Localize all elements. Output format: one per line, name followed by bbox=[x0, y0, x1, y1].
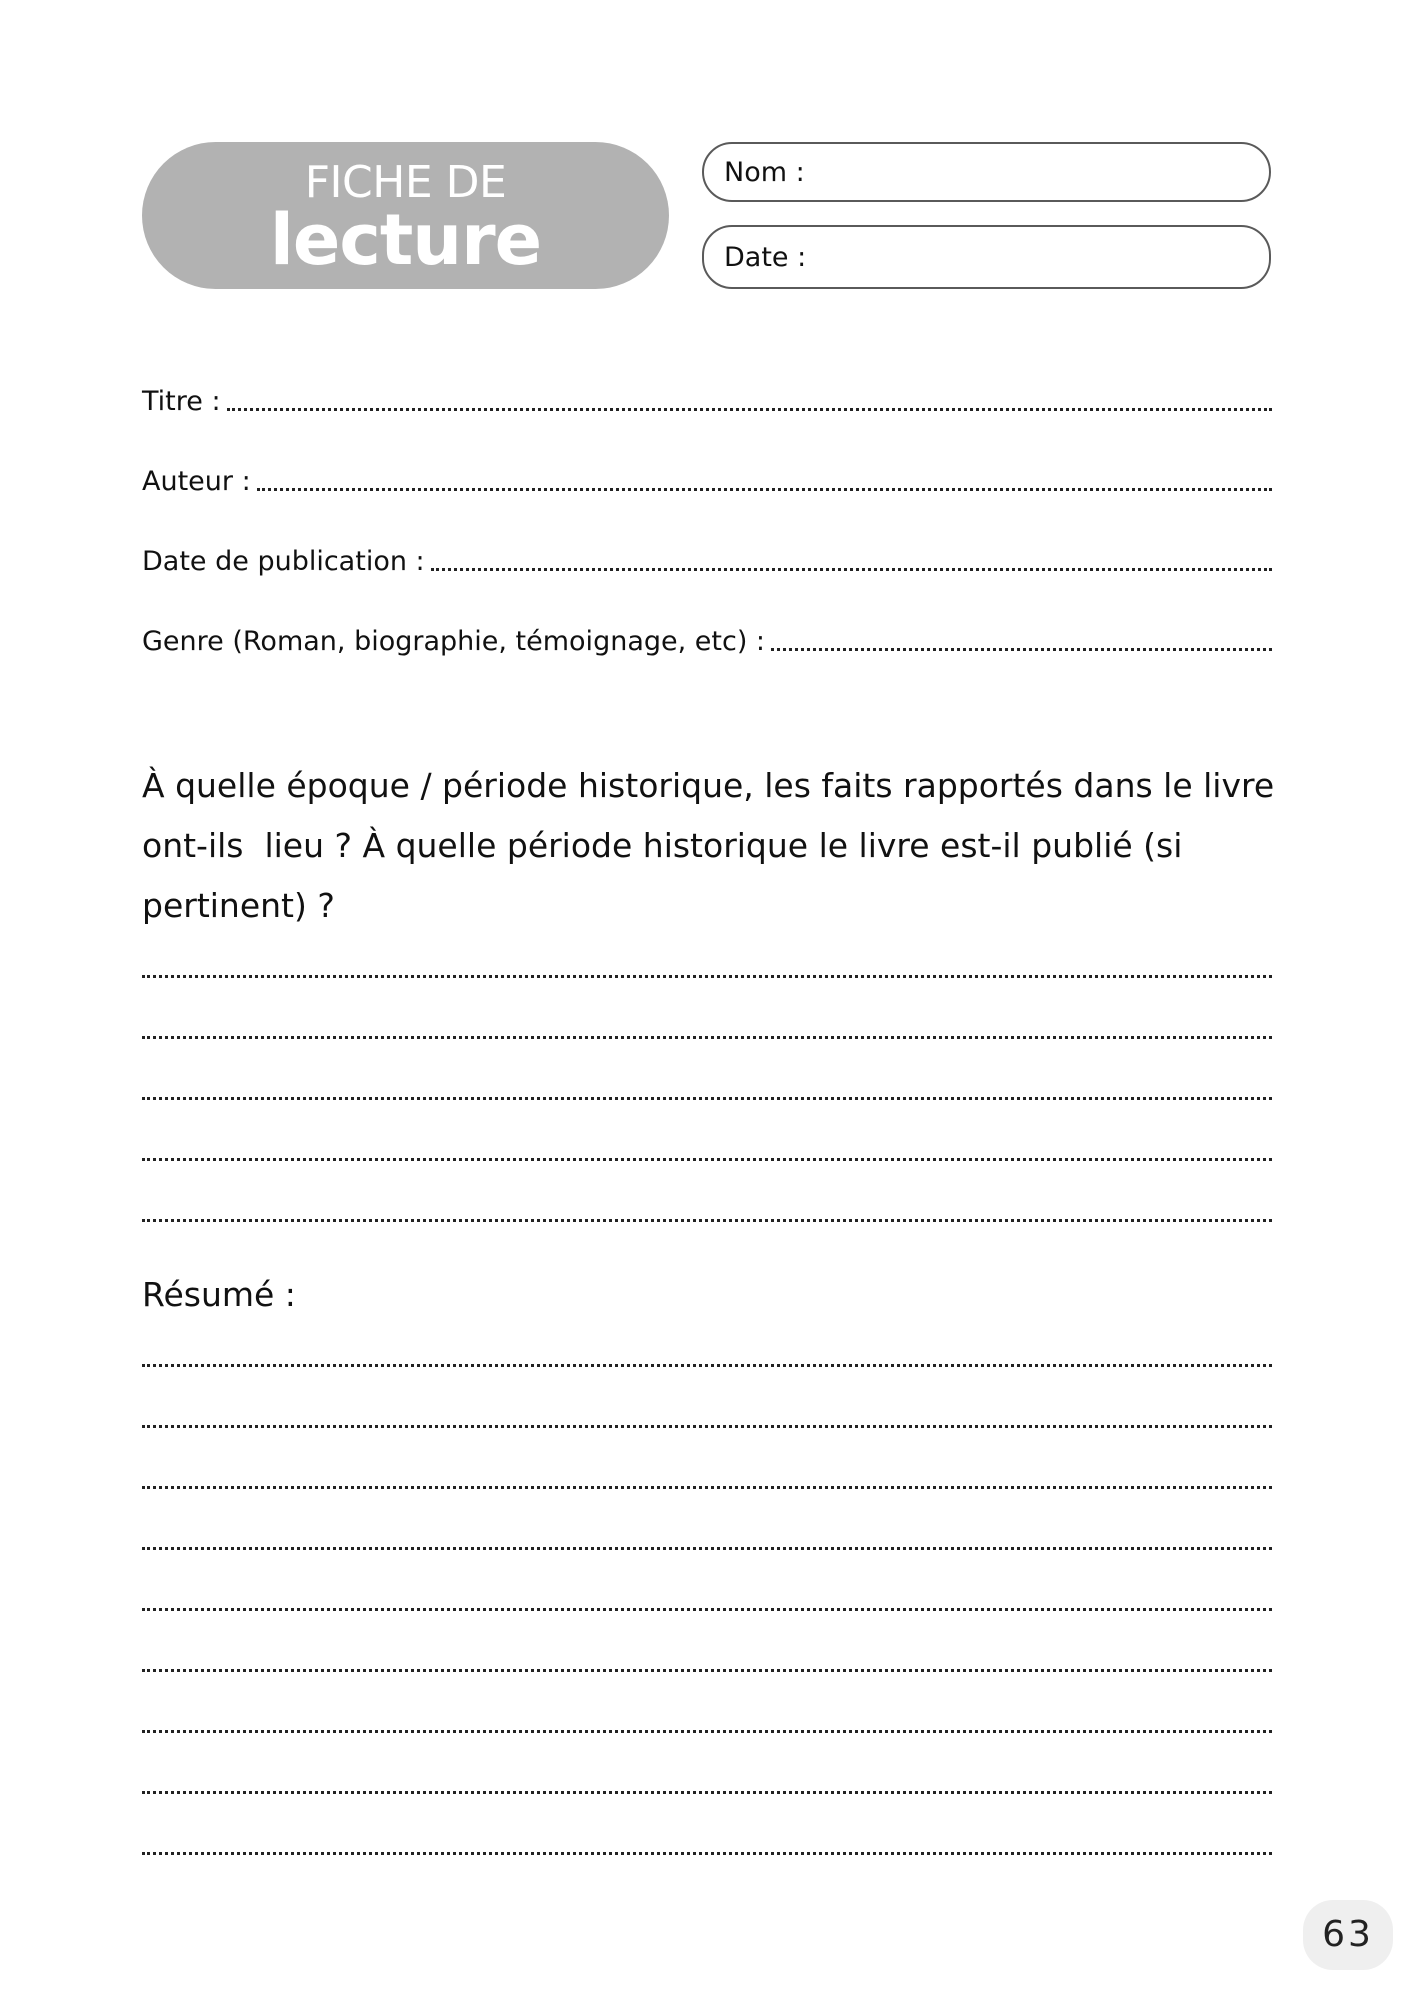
genre-label: Genre (Roman, biographie, témoignage, etc) : bbox=[142, 626, 766, 657]
date-publication-dotted-line bbox=[431, 568, 1272, 571]
question-line-2: ont-ils lieu ? À quelle période historique le livre est-il publié (si bbox=[142, 826, 1183, 865]
title-top: FICHE DE bbox=[304, 157, 507, 208]
genre-field[interactable] bbox=[142, 626, 1272, 658]
date-field[interactable] bbox=[702, 225, 1271, 289]
resume-line[interactable] bbox=[142, 1425, 1272, 1428]
resume-line[interactable] bbox=[142, 1852, 1272, 1855]
nom-label: Nom : bbox=[724, 157, 805, 188]
resume-line[interactable] bbox=[142, 1364, 1272, 1367]
resume-label: Résumé : bbox=[142, 1275, 296, 1314]
date-publication-label: Date de publication : bbox=[142, 546, 425, 577]
resume-line[interactable] bbox=[142, 1547, 1272, 1550]
resume-line[interactable] bbox=[142, 1791, 1272, 1794]
question-line-3: pertinent) ? bbox=[142, 886, 335, 925]
title-badge bbox=[142, 142, 669, 289]
titre-dotted-line bbox=[227, 408, 1272, 411]
resume-line[interactable] bbox=[142, 1608, 1272, 1611]
auteur-label: Auteur : bbox=[142, 466, 251, 497]
question-epoque bbox=[142, 756, 1282, 936]
date-publication-field[interactable] bbox=[142, 546, 1272, 578]
answer-line[interactable] bbox=[142, 1036, 1272, 1039]
answer-line[interactable] bbox=[142, 1097, 1272, 1100]
resume-line[interactable] bbox=[142, 1669, 1272, 1672]
page-number: 63 bbox=[1303, 1900, 1393, 1970]
auteur-dotted-line bbox=[257, 488, 1272, 491]
nom-field[interactable] bbox=[702, 142, 1271, 202]
titre-field[interactable] bbox=[142, 386, 1272, 418]
question-line-1: À quelle époque / période historique, les faits rapportés dans le livre bbox=[142, 766, 1275, 805]
resume-line[interactable] bbox=[142, 1486, 1272, 1489]
date-label: Date : bbox=[724, 242, 807, 273]
answer-line[interactable] bbox=[142, 1158, 1272, 1161]
answer-line[interactable] bbox=[142, 1219, 1272, 1222]
titre-label: Titre : bbox=[142, 386, 221, 417]
auteur-field[interactable] bbox=[142, 466, 1272, 498]
title-main: lecture bbox=[269, 199, 542, 281]
resume-line[interactable] bbox=[142, 1730, 1272, 1733]
genre-dotted-line bbox=[771, 648, 1272, 651]
answer-line[interactable] bbox=[142, 975, 1272, 978]
